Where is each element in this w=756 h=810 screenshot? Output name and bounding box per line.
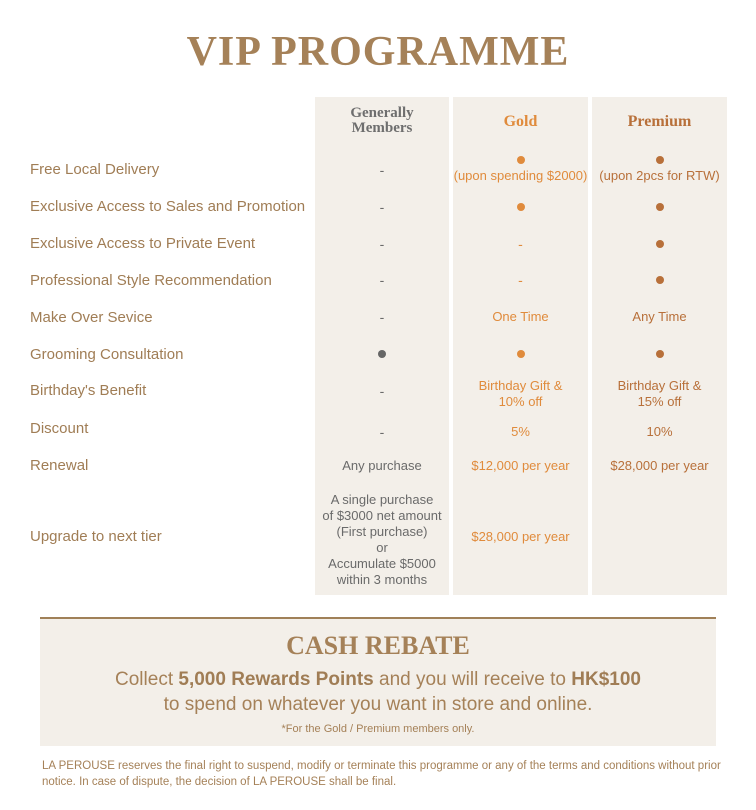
row-label-grooming: Grooming Consultation: [30, 346, 184, 363]
cell-gold-discount: 5%: [511, 424, 530, 439]
cell-general-free-delivery: -: [379, 162, 385, 178]
included-dot-icon: [378, 350, 386, 358]
row-label-birthday: Birthday's Benefit: [30, 382, 147, 399]
cell-premium-sales-access: [592, 197, 727, 217]
row-label-upgrade: Upgrade to next tier: [30, 528, 162, 545]
row-label-private-event: Exclusive Access to Private Event: [30, 235, 256, 252]
included-dot-icon: [656, 276, 664, 284]
cell-general-upgrade: A single purchase of $3000 net amount (First purchase) or Accumulate $5000 within 3 months: [322, 492, 442, 587]
cash-rebate-line1: Collect 5,000 Rewards Points and you will receive to HK$100: [115, 669, 641, 690]
included-dot-icon: [517, 350, 525, 358]
included-dot-icon: [656, 240, 664, 248]
cell-general-discount: -: [379, 424, 385, 440]
cell-premium-make-over: Any Time: [632, 309, 687, 324]
included-dot-icon: [517, 203, 525, 211]
cell-general-make-over: -: [379, 309, 385, 325]
cash-rebate-note: *For the Gold / Premium members only.: [281, 723, 475, 735]
cell-gold-free-delivery: (upon spending $2000): [453, 150, 588, 190]
row-label-make-over: Make Over Sevice: [30, 309, 153, 326]
cell-premium-private-event: [592, 234, 727, 254]
cell-gold-upgrade: $28,000 per year: [471, 529, 570, 544]
cell-gold-make-over: One Time: [492, 309, 549, 324]
cell-general-private-event: -: [379, 236, 385, 252]
included-dot-icon: [656, 350, 664, 358]
cell-general-grooming: [315, 344, 449, 364]
tier-header-general: Generally Members: [350, 105, 414, 136]
cell-gold-private-event: -: [518, 236, 523, 252]
row-label-style-recommendation: Professional Style Recommendation: [30, 272, 272, 289]
tier-header-premium: Premium: [627, 112, 692, 130]
rewards-points: 5,000 Rewards Points: [178, 669, 374, 690]
cell-general-sales-access: -: [379, 199, 385, 215]
cell-gold-style-recommendation: -: [518, 272, 523, 288]
cash-rebate-title: CASH REBATE: [286, 631, 470, 660]
included-dot-icon: [656, 156, 664, 164]
cell-general-birthday: -: [379, 383, 385, 399]
cell-general-style-recommendation: -: [379, 272, 385, 288]
cell-gold-grooming: [453, 344, 588, 364]
cell-premium-renewal: $28,000 per year: [610, 458, 709, 473]
page-title: VIP PROGRAMME: [186, 29, 570, 75]
cell-general-renewal: Any purchase: [342, 458, 422, 473]
cell-premium-discount: 10%: [646, 424, 673, 439]
row-label-free-delivery: Free Local Delivery: [30, 161, 160, 178]
cell-gold-birthday: Birthday Gift & 10% off: [478, 378, 563, 409]
cell-gold-renewal: $12,000 per year: [471, 458, 570, 473]
cell-premium-grooming: [592, 344, 727, 364]
cell-gold-sales-access: [453, 197, 588, 217]
included-dot-icon: [517, 156, 525, 164]
cell-premium-style-recommendation: [592, 270, 727, 290]
included-dot-icon: [656, 203, 664, 211]
row-label-discount: Discount: [30, 420, 89, 437]
cell-premium-free-delivery: (upon 2pcs for RTW): [592, 150, 727, 190]
cell-premium-birthday: Birthday Gift & 15% off: [617, 378, 702, 409]
rebate-amount: HK$100: [571, 669, 641, 690]
cash-rebate-panel: [40, 617, 716, 746]
row-label-sales-access: Exclusive Access to Sales and Promotion: [30, 198, 306, 215]
row-label-renewal: Renewal: [30, 457, 89, 474]
cash-rebate-line2: to spend on whatever you want in store and online.: [163, 694, 593, 715]
tier-header-gold: Gold: [503, 112, 538, 130]
disclaimer-text: LA PEROUSE reserves the final right to suspend, modify or terminate this programme or any of the terms and conditions without prior notice. In case of dispute, the decision of LA PEROUSE shall be final.: [42, 760, 721, 788]
